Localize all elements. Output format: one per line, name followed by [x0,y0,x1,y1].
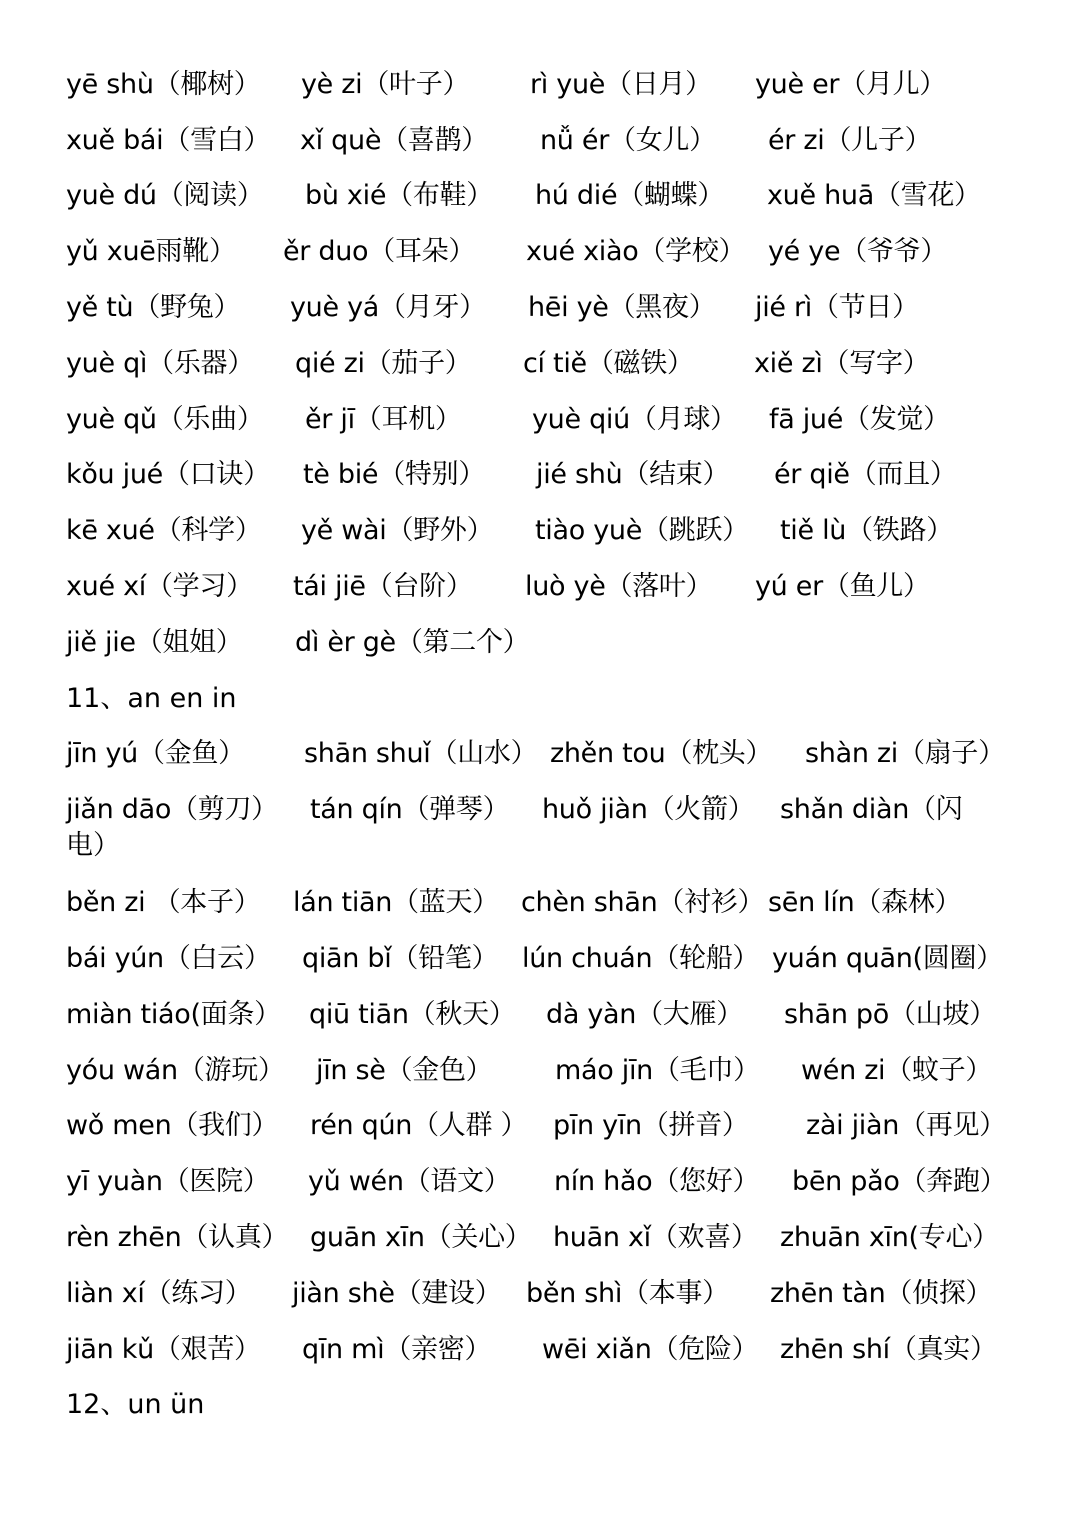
word-entry: tè bié（特别） [303,459,486,490]
word-entry: huān xǐ（欢喜） [553,1222,758,1253]
word-entry: pīn yīn（拼音） [553,1110,749,1141]
word-entry: zhēn shí（真实） [780,1334,997,1365]
word-entry: tái jiē（台阶） [293,571,473,602]
word-entry: miàn tiáo(面条） [66,999,281,1030]
word-row [66,1159,1026,1205]
word-row [66,992,1026,1038]
word-entry: jié rì（节日） [755,292,919,323]
word-row [66,397,1026,443]
word-entry: bù xié（布鞋） [305,180,493,211]
word-entry: yóu wán（游玩） [66,1055,285,1086]
word-entry: tán qín（弹琴） [310,794,510,825]
word-entry: kē xué（科学） [66,515,262,546]
section-heading: 11、an en in [66,683,237,714]
word-entry: yǔ wén（语文） [308,1166,511,1197]
word-row [66,341,1026,387]
word-entry: jiě jie（姐姐） [66,627,243,658]
word-entry: shān pō（山坡） [784,999,996,1030]
word-entry: xuě bái（雪白） [66,125,271,156]
word-row [66,173,1026,219]
word-entry: yuè dú（阅读） [66,180,264,211]
word-entry: tiě lù（铁路） [780,515,953,546]
word-row [66,62,1026,108]
word-entry: xǐ què（喜鹊） [300,125,488,156]
word-row [66,787,1026,833]
word-entry: yú er（鱼儿） [755,571,930,602]
word-entry: liàn xí（练习） [66,1278,252,1309]
word-entry: dà yàn（大雁） [546,999,743,1030]
word-entry: luò yè（落叶） [525,571,713,602]
word-entry: ér qiě（而且） [774,459,957,490]
word-entry: jiàn shè（建设） [292,1278,502,1309]
word-entry: yǔ xuē雨靴） [66,236,236,267]
word-row [66,1103,1026,1149]
word-entry: wēi xiǎn（危险） [542,1334,759,1365]
word-entry: jīn sè（金色） [316,1055,493,1086]
word-entry: ér zi（儿子） [768,125,932,156]
word-entry: kǒu jué（口诀） [66,459,270,490]
word-entry: ěr duo（耳朵） [283,236,476,267]
word-entry: tiào yuè（跳跃） [535,515,749,546]
word-entry: dì èr gè（第二个） [295,627,530,658]
word-entry: chèn shān（衬衫） [521,887,765,918]
word-entry: qié zi（茄子） [295,348,472,379]
word-entry: ěr jī（耳机） [305,404,462,435]
word-entry: jiān kǔ（艰苦） [66,1334,261,1365]
word-entry: qiān bǐ（铅笔） [302,943,499,974]
word-row [66,880,1026,926]
word-entry: yuè qǔ（乐曲） [66,404,264,435]
word-row [66,936,1026,982]
word-row [66,452,1026,498]
word-entry: yuán quān(圆圈） [772,943,1003,974]
word-entry: lún chuán（轮船） [522,943,760,974]
word-entry: zhēn tàn（侦探） [770,1278,993,1309]
word-entry: qiū tiān（秋天） [309,999,516,1030]
word-entry: shǎn diàn（闪 [780,794,963,825]
word-entry: xuě huā（雪花） [767,180,981,211]
word-entry: sēn lín（森林） [768,887,962,918]
word-entry: yuè yá（月牙） [290,292,486,323]
word-entry: wén zi（蚊子） [801,1055,993,1086]
word-entry: qīn mì（亲密） [302,1334,492,1365]
word-entry: jiǎn dāo（剪刀） [66,794,278,825]
word-entry: wǒ men（我们） [66,1110,279,1141]
word-entry: guān xīn（关心） [310,1222,532,1253]
word-entry: yī yuàn（医院） [66,1166,270,1197]
word-entry: yuè er（月儿） [755,69,946,100]
word-row [66,620,1026,666]
word-entry: rén qún（人群 ） [310,1110,528,1141]
word-entry: yuè qiú（月球） [532,404,737,435]
word-entry: jié shù（结束） [536,459,730,490]
wrapped-text: 电） [66,830,120,861]
word-entry: jīn yú（金鱼） [66,738,245,769]
word-row [66,285,1026,331]
word-entry: huǒ jiàn（火箭） [542,794,755,825]
word-entry: běn shì（本事） [526,1278,729,1309]
word-entry: rì yuè（日月） [530,69,712,100]
word-entry: hú dié（蝴蝶） [535,180,725,211]
word-row [66,508,1026,554]
word-entry: yé ye（爷爷） [768,236,948,267]
word-row [66,229,1026,275]
word-entry: cí tiě（磁铁） [523,348,694,379]
word-row [66,118,1026,164]
word-entry: xué xiào（学校） [526,236,746,267]
word-entry: yuè qì（乐器） [66,348,254,379]
word-entry: máo jīn（毛巾） [555,1055,760,1086]
word-entry: shàn zi（扇子） [805,738,1005,769]
word-entry: xiě zì（写字） [754,348,930,379]
word-row [66,1327,1026,1373]
word-entry: nǚ ér（女儿） [540,125,716,156]
word-entry: shān shuǐ（山水） [304,738,538,769]
word-entry: rèn zhēn（认真） [66,1222,289,1253]
word-entry: fā jué（发觉） [769,404,950,435]
word-entry: bái yún（白云） [66,943,271,974]
word-entry: zhuān xīn(专心） [780,1222,999,1253]
word-entry: zhěn tou（枕头） [550,738,773,769]
section-heading: 12、un ün [66,1389,205,1420]
word-entry: nín hǎo（您好） [554,1166,760,1197]
word-entry: lán tiān（蓝天） [293,887,499,918]
word-row [66,731,1026,777]
word-row [66,1048,1026,1094]
word-row [66,564,1026,610]
word-entry: yē shù（椰树） [66,69,261,100]
word-entry: yě tù（野兔） [66,292,241,323]
word-entry: hēi yè（黑夜） [528,292,716,323]
word-entry: bēn pǎo（奔跑） [792,1166,1007,1197]
word-entry: zài jiàn（再见） [806,1110,1006,1141]
word-entry: běn zi （本子） [66,887,261,918]
word-entry: yè zi（叶子） [301,69,470,100]
word-row [66,1215,1026,1261]
word-row [66,1271,1026,1317]
word-entry: yě wài（野外） [301,515,494,546]
word-entry: xué xí（学习） [66,571,253,602]
